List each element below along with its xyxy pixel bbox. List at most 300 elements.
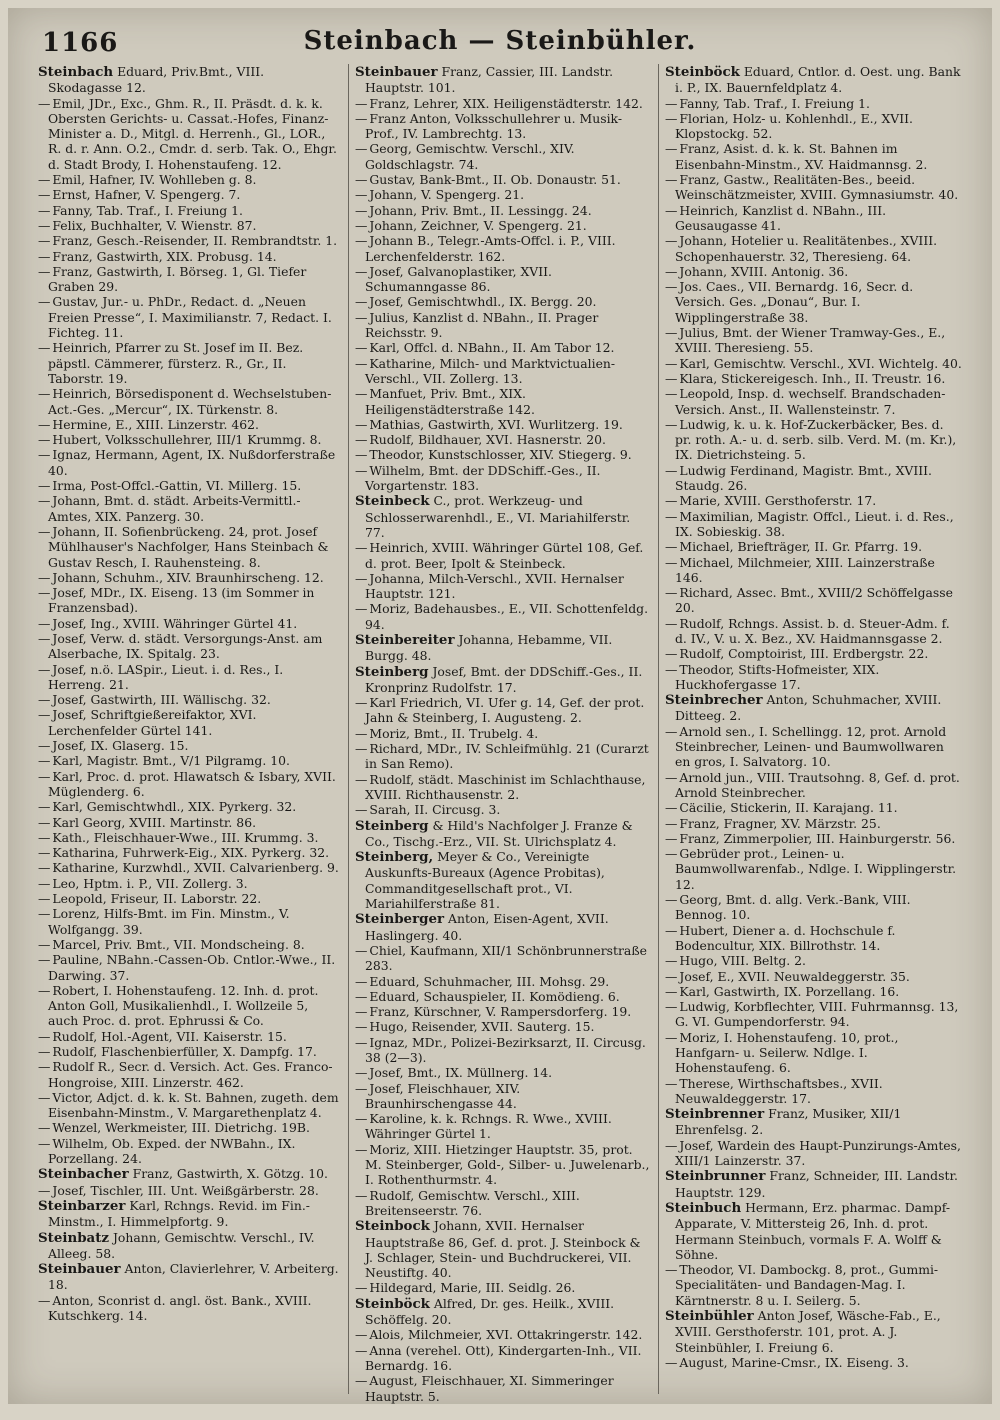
directory-entry: [665, 816, 962, 831]
entry-dash: —: [665, 585, 678, 601]
entry-text: Victor, Adjct. d. k. k. St. Bahnen, zugeth. dem Eisenbahn-Minstm., V. Margarethenplatz 4.: [48, 1089, 339, 1121]
directory-entry: [38, 662, 342, 693]
entry-dash: —: [665, 355, 678, 371]
entry-dash: —: [665, 846, 678, 862]
entry-dash: —: [38, 936, 51, 952]
entry-dash: —: [665, 554, 678, 570]
entry-text: Heinrich, Börsedisponent d. Wechselstuben-Act.-Ges. „Mercur“, IX. Türkenstr. 8.: [48, 386, 332, 417]
column-3: [658, 64, 968, 1394]
entry-dash: —: [355, 1280, 368, 1296]
entry-text: Chiel, Kaufmann, XII/1 Schönbrunnerstraße 283.: [365, 942, 647, 974]
directory-entry: [355, 447, 652, 462]
entry-dash: —: [38, 493, 51, 509]
entry-dash: —: [38, 416, 51, 432]
directory-entry: [38, 478, 342, 493]
entry-dash: —: [665, 539, 678, 555]
directory-entry: [38, 187, 342, 202]
entry-text: Marcel, Priv. Bmt., VII. Mondscheing. 8.: [52, 936, 305, 952]
directory-entry: [355, 974, 652, 989]
entry-text: Rudolf, Rchngs. Assist. b. d. Steuer-Adm. f. d. IV., V. u. X. Bez., XV. Haidmannsgasse 2.: [675, 615, 950, 646]
entry-surname: Steinberg: [355, 817, 429, 834]
directory-entry: [665, 371, 962, 386]
entry-text: Rudolf R., Secr. d. Versich. Act. Ges. Franco-Hongroise, XIII. Linzerstr. 462.: [48, 1059, 333, 1090]
entry-text: Franz, Gastwirth, XIX. Probusg. 14.: [52, 248, 277, 264]
directory-entry: [665, 1200, 962, 1262]
directory-entry: [665, 953, 962, 968]
directory-entry: [38, 937, 342, 952]
entry-dash: —: [38, 233, 51, 249]
entry-dash: —: [355, 462, 368, 478]
directory-entry: [38, 631, 342, 662]
entry-text: Julius, Kanzlist d. NBahn., II. Prager Reichsstr. 9.: [365, 309, 599, 341]
directory-entry: [38, 1166, 342, 1182]
directory-entry: [38, 1059, 342, 1090]
entry-dash: —: [665, 263, 678, 279]
entry-dash: —: [38, 1028, 51, 1044]
entry-dash: —: [355, 187, 368, 203]
directory-entry: [355, 1296, 652, 1328]
directory-entry: [355, 187, 652, 202]
entry-dash: —: [665, 279, 678, 295]
entry-text: Josef, MDr., IX. Eiseng. 13 (im Sommer in Franzensbad).: [48, 585, 315, 616]
entry-dash: —: [355, 294, 368, 310]
entry-dash: —: [355, 942, 368, 958]
directory-entry: [38, 906, 342, 937]
directory-entry: [665, 96, 962, 111]
entry-text: Anton, Schuhmacher, XVIII. Ditteeg. 2.: [675, 692, 942, 724]
entry-dash: —: [665, 922, 678, 938]
entry-dash: —: [38, 248, 51, 264]
directory-entry: [665, 64, 962, 96]
directory-entry: [665, 662, 962, 693]
entry-text: Rudolf, Hol.-Agent, VII. Kaiserstr. 15.: [52, 1028, 287, 1044]
directory-entry: [355, 1004, 652, 1019]
entry-dash: —: [355, 202, 368, 218]
directory-entry: [355, 1019, 652, 1034]
directory-entry: [38, 386, 342, 417]
entry-text: Hugo, Reisender, XVII. Sauterg. 15.: [369, 1019, 595, 1035]
entry-text: Moriz, XIII. Hietzinger Hauptstr. 35, prot. M. Steinberger, Gold-, Silber- u. Juwelenarb., I. Rothenthurmstr. 4.: [365, 1141, 650, 1188]
entry-text: Lorenz, Hilfs-Bmt. im Fin. Minstm., V. Wolfgangg. 39.: [48, 906, 290, 937]
entry-text: Johann, XVII. Hernalser Hauptstraße 86, Gef. d. prot. J. Steinbock & J. Schlager, Stein- und Buchdruckerei, VII. Neustiftg. 40.: [365, 1218, 641, 1281]
entry-surname: Steinberg,: [355, 849, 434, 866]
directory-entry: [38, 447, 342, 478]
directory-entry: [38, 707, 342, 738]
entry-text: Hildegard, Marie, III. Seidlg. 26.: [369, 1280, 576, 1296]
entry-dash: —: [38, 172, 51, 188]
entry-surname: Steinbach: [38, 64, 114, 80]
entry-text: Anna (verehel. Ott), Kindergarten-Inh., VII. Bernardg. 16.: [365, 1342, 642, 1373]
entry-text: Franz, Cassier, III. Landstr. Hauptstr. 101.: [365, 64, 614, 96]
entry-text: Meyer & Co., Vereinigte Auskunfts-Bureaux (Agence Probitas), Commanditgesellschaft prot., VI. Mariahilferstraße 81.: [365, 849, 605, 912]
entry-surname: Steinbacher: [38, 1166, 129, 1183]
entry-dash: —: [38, 1089, 51, 1105]
entry-dash: —: [38, 447, 51, 463]
entry-text: Alfred, Dr. ges. Heilk., XVIII. Schöffelg. 20.: [365, 1295, 615, 1328]
entry-dash: —: [665, 141, 678, 157]
directory-entry: [355, 432, 652, 447]
directory-entry: [665, 770, 962, 801]
entry-text: Johanna, Hebamme, VII. Burgg. 48.: [365, 631, 613, 664]
entry-dash: —: [355, 1327, 368, 1343]
column-2: [348, 64, 658, 1404]
entry-dash: —: [38, 263, 51, 279]
directory-entry: [665, 463, 962, 494]
entry-dash: —: [355, 447, 368, 463]
directory-entry: [665, 846, 962, 892]
entry-text: Josef, Fleischhauer, XIV. Braunhirschengasse 44.: [365, 1080, 521, 1111]
directory-entry: [665, 141, 962, 172]
entry-dash: —: [355, 1019, 368, 1035]
directory-entry: [38, 692, 342, 707]
entry-dash: —: [665, 1137, 678, 1153]
entry-text: Karl Friedrich, VI. Ufer g. 14, Gef. der prot. Jahn & Steinberg, I. Augusteng. 2.: [365, 695, 645, 726]
entry-dash: —: [355, 1187, 368, 1203]
entry-text: Franz, Gastw., Realitäten-Bes., beeid. Weinschätzmeister, XVIII. Gymnasiumstr. 40.: [675, 172, 959, 203]
entry-text: Mathias, Gastwirth, XVI. Wurlitzerg. 19.: [369, 416, 623, 432]
entry-text: Karoline, k. k. Rchngs. R. Wwe., XVIII. Währinger Gürtel 1.: [365, 1111, 612, 1142]
page-title: Steinbach — Steinbühler.: [303, 26, 697, 56]
entry-dash: —: [665, 830, 678, 846]
entry-text: Franz, Musiker, XII/1 Ehrenfelsg. 2.: [675, 1106, 902, 1138]
entry-dash: —: [355, 340, 368, 356]
directory-entry: [665, 493, 962, 508]
entry-dash: —: [38, 814, 51, 830]
entry-text: Rudolf, städt. Maschinist im Schlachthause, XVIII. Richthausenstr. 2.: [365, 771, 646, 802]
entry-dash: —: [38, 906, 51, 922]
entry-dash: —: [355, 309, 368, 325]
directory-entry: [38, 1029, 342, 1044]
entry-text: Josef, Tischler, III. Unt. Weißgärberstr. 28.: [52, 1182, 319, 1198]
directory-entry: [38, 233, 342, 248]
entry-text: Alois, Milchmeier, XVI. Ottakringerstr. 142.: [369, 1327, 643, 1343]
entry-text: Franz, Asist. d. k. k. St. Bahnen im Eisenbahn-Minstm., XV. Haidmannsg. 2.: [675, 141, 928, 172]
entry-text: Rudolf, Flaschenbierfüller, X. Dampfg. 17.: [52, 1044, 317, 1059]
entry-text: Klara, Stickereigesch. Inh., II. Treustr. 16.: [679, 370, 946, 386]
entry-dash: —: [38, 1182, 51, 1198]
entry-dash: —: [355, 233, 368, 249]
entry-text: Georg, Gemischtw. Verschl., XIV. Goldschlagstr. 74.: [365, 141, 575, 172]
entry-surname: Steinbauer: [38, 1261, 121, 1278]
entry-text: Richard, MDr., IV. Schleifmühlg. 21 (Curarzt in San Remo).: [365, 741, 649, 772]
entry-text: Karl, Offcl. d. NBahn., II. Am Tabor 12.: [369, 340, 615, 356]
entry-surname: Steinbereiter: [355, 631, 455, 648]
entry-text: Maximilian, Magistr. Offcl., Lieut. i. d. Res., IX. Sobieskig. 38.: [675, 508, 954, 539]
entry-dash: —: [38, 294, 51, 310]
entry-dash: —: [665, 953, 678, 969]
directory-entry: [38, 64, 342, 96]
entry-dash: —: [38, 1059, 51, 1075]
entry-dash: —: [355, 988, 368, 1004]
entry-dash: —: [38, 707, 51, 723]
entry-dash: —: [355, 802, 368, 818]
entry-text: Michael, Briefträger, II. Gr. Pfarrg. 19.: [679, 539, 923, 555]
directory-entry: [38, 585, 342, 616]
entry-dash: —: [665, 493, 678, 509]
entry-dash: —: [38, 569, 51, 585]
directory-entry: [665, 539, 962, 554]
directory-entry: [38, 860, 342, 875]
entry-dash: —: [665, 370, 678, 386]
entry-dash: —: [355, 1141, 368, 1157]
directory-entry: [355, 772, 652, 803]
entry-text: Pauline, NBahn.-Cassen-Ob. Cntlor.-Wwe., II. Darwing. 37.: [48, 952, 336, 983]
entry-text: Johann, Zeichner, V. Spengerg. 21.: [369, 217, 587, 233]
directory-entry: [38, 815, 342, 830]
directory-entry: [38, 1136, 342, 1167]
entry-text: Johann, XVIII. Antonig. 36.: [679, 263, 849, 279]
entry-text: Moriz, Bmt., II. Trubelg. 4.: [369, 725, 539, 741]
entry-text: Josef, Bmt., IX. Müllnerg. 14.: [369, 1065, 553, 1081]
directory-entry: [38, 340, 342, 386]
entry-text: Anton, Eisen-Agent, XVII. Haslingerg. 40.: [365, 911, 609, 943]
entry-dash: —: [355, 1342, 368, 1358]
entry-text: Karl, Magistr. Bmt., V/1 Pilgramg. 10.: [52, 753, 290, 769]
entry-text: Karl, Gemischtwhdl., XIX. Pyrkerg. 32.: [52, 799, 297, 815]
entry-text: Anton Josef, Wäsche-Fab., E., XVIII. Gersthoferstr. 101, prot. A. J. Steinbühler, I. Freiung 6.: [675, 1308, 941, 1355]
entry-dash: —: [38, 1044, 51, 1059]
directory-entry: [665, 1030, 962, 1076]
entry-text: Robert, I. Hohenstaufeng. 12. Inh. d. prot. Anton Goll, Musikalienhdl., I. Wollzeile 5, auch Proc. d. prot. Ephrussi & Co.: [48, 982, 319, 1029]
entry-dash: —: [38, 217, 51, 233]
directory-entry: [665, 1106, 962, 1138]
entry-text: Josef, n.ö. LASpir., Lieut. i. d. Res., I. Herreng. 21.: [48, 661, 284, 692]
entry-surname: Steinböck: [355, 1295, 430, 1312]
entry-text: Franz, Gesch.-Reisender, II. Rembrandtstr. 1.: [52, 233, 338, 249]
entry-text: Ignaz, Hermann, Agent, IX. Nußdorferstraße 40.: [48, 447, 336, 478]
entry-dash: —: [355, 141, 368, 157]
entry-text: Karl, Rchngs. Revid. im Fin.-Minstm., I. Himmelpfortg. 9.: [48, 1197, 310, 1230]
entry-dash: —: [355, 771, 368, 787]
entry-dash: —: [355, 725, 368, 741]
entry-text: Ludwig Ferdinand, Magistr. Bmt., XVIII. Staudg. 26.: [675, 462, 932, 494]
directory-entry: [355, 141, 652, 172]
directory-entry: [665, 509, 962, 540]
directory-entry: [355, 1081, 652, 1112]
entry-text: Emil, Hafner, IV. Wohlleben g. 8.: [52, 172, 257, 188]
entry-text: Katharina, Fuhrwerk-Eig., XIX. Pyrkerg. 32.: [52, 845, 330, 861]
entry-dash: —: [38, 753, 51, 769]
directory-entry: [355, 989, 652, 1004]
directory-entry: [38, 1120, 342, 1135]
directory-entry: [355, 218, 652, 233]
entry-dash: —: [665, 1029, 678, 1045]
entry-text: Josef, Wardein des Haupt-Punzirungs-Amtes, XIII/1 Lainzerstr. 37.: [675, 1137, 961, 1169]
entry-dash: —: [38, 799, 51, 815]
entry-surname: Steinbuch: [665, 1199, 742, 1216]
directory-entry: [665, 264, 962, 279]
entry-text: Karl, Gastwirth, IX. Porzellang. 16.: [679, 983, 900, 999]
directory-entry: [38, 983, 342, 1029]
entry-dash: —: [665, 615, 678, 631]
entry-dash: —: [665, 462, 678, 478]
entry-text: Josef, Gemischtwhdl., IX. Bergg. 20.: [369, 294, 597, 310]
directory-entry: [665, 724, 962, 770]
entry-dash: —: [38, 523, 51, 539]
entry-text: Therese, Wirthschaftsbes., XVII. Neuwaldeggerstr. 17.: [675, 1075, 883, 1106]
entry-text: Johann, Priv. Bmt., II. Lessingg. 24.: [369, 202, 592, 218]
entry-text: Franz Anton, Volksschullehrer u. Musik-Prof., IV. Lambrechtg. 13.: [365, 110, 623, 142]
directory-entry: [665, 585, 962, 616]
entry-dash: —: [665, 983, 678, 999]
entry-text: Ignaz, MDr., Polizei-Bezirksarzt, II. Circusg. 38 (2—3).: [365, 1034, 646, 1065]
directory-entry: [665, 1262, 962, 1308]
entry-text: Josef, Gastwirth, III. Wällischg. 32.: [52, 692, 271, 708]
entry-text: Eduard, Priv.Bmt., VIII. Skodagasse 12.: [48, 64, 265, 96]
entry-dash: —: [355, 540, 368, 556]
entry-text: Ernst, Hafner, V. Spengerg. 7.: [52, 187, 241, 203]
entry-text: Ludwig, Korbflechter, VIII. Fuhrmannsg. 13, G. VI. Gumpendorferstr. 94.: [675, 999, 959, 1030]
directory-entry: [355, 310, 652, 341]
entry-dash: —: [38, 187, 51, 203]
directory-entry: [355, 540, 652, 571]
directory-entry: [665, 969, 962, 984]
entry-text: Karl Georg, XVIII. Martinstr. 86.: [52, 814, 257, 830]
entry-text: Wilhelm, Ob. Exped. der NWBahn., IX. Porzellang. 24.: [48, 1135, 296, 1167]
entry-text: Franz, Zimmerpolier, III. Hainburgerstr. 56.: [679, 830, 956, 846]
entry-surname: Steinberg: [355, 663, 429, 680]
entry-dash: —: [665, 110, 678, 126]
entry-text: Wilhelm, Bmt. der DDSchiff.-Ges., II. Vorgartenstr. 183.: [365, 462, 601, 494]
entry-surname: Steinbrunner: [665, 1168, 766, 1185]
entry-text: Franz, Kürschner, V. Rampersdorferg. 19.: [369, 1004, 632, 1020]
entry-text: Felix, Buchhalter, V. Wienstr. 87.: [52, 217, 257, 233]
entry-dash: —: [355, 263, 368, 279]
entry-dash: —: [38, 829, 51, 845]
directory-entry: [355, 1343, 652, 1374]
entry-text: Heinrich, XVIII. Währinger Gürtel 108, Gef. d. prot. Beer, Ipolt & Steinbeck.: [365, 540, 644, 571]
entry-dash: —: [38, 1135, 51, 1151]
entry-surname: Steinbauer: [355, 64, 438, 80]
directory-entry: [38, 1198, 342, 1230]
directory-entry: [355, 1218, 652, 1280]
entry-surname: Steinbeck: [355, 493, 430, 510]
column-1: [38, 64, 348, 1394]
entry-surname: Steinbatz: [38, 1229, 110, 1246]
entry-text: Marie, XVIII. Gersthoferstr. 17.: [679, 493, 877, 509]
entry-text: Theodor, Stifts-Hofmeister, XIX. Huckhofergasse 17.: [675, 661, 880, 692]
directory-entry: [355, 601, 652, 632]
entry-surname: Steinbrecher: [665, 692, 763, 709]
entry-dash: —: [38, 585, 51, 601]
page-header: [8, 22, 992, 62]
entry-text: Josef, Galvanoplastiker, XVII. Schumanngasse 86.: [365, 263, 552, 295]
directory-entry: [355, 111, 652, 142]
entry-dash: —: [38, 202, 51, 218]
directory-entry: [665, 279, 962, 325]
entry-dash: —: [38, 860, 51, 876]
directory-entry: [355, 818, 652, 850]
directory-entry: [665, 1076, 962, 1107]
directory-entry: [355, 172, 652, 187]
entry-dash: —: [355, 601, 368, 617]
entry-text: Franz, Schneider, III. Landstr. Hauptstr. 129.: [675, 1168, 958, 1200]
entry-text: Hermine, E., XIII. Linzerstr. 462.: [52, 416, 259, 432]
entry-text: Hubert, Diener a. d. Hochschule f. Bodencultur, XIX. Billrothstr. 14.: [675, 922, 896, 953]
entry-text: Cäcilie, Stickerin, II. Karajang. 11.: [679, 800, 898, 816]
page-number: 1166: [42, 28, 119, 58]
entry-text: Moriz, Badehausbes., E., VII. Schottenfeldg. 94.: [365, 601, 649, 632]
entry-text: Johann, Bmt. d. städt. Arbeits-Vermittl.-Amtes, XIX. Panzerg. 30.: [48, 493, 301, 524]
entry-text: Eduard, Schuhmacher, III. Mohsg. 29.: [369, 973, 610, 989]
directory-entry: [38, 891, 342, 906]
entry-dash: —: [665, 325, 678, 341]
directory-entry: [355, 911, 652, 943]
entry-text: Josef, Bmt. der DDSchiff.-Ges., II. Kronprinz Rudolfstr. 17.: [365, 663, 643, 695]
directory-entry: [665, 1168, 962, 1200]
directory-entry: [355, 1280, 652, 1295]
directory-entry: [355, 632, 652, 664]
directory-entry: [38, 1261, 342, 1293]
directory-entry: [38, 1293, 342, 1324]
directory-entry: [38, 249, 342, 264]
entry-dash: —: [38, 661, 51, 677]
directory-entry: [355, 1111, 652, 1142]
entry-dash: —: [38, 95, 51, 111]
entry-text: August, Marine-Cmsr., IX. Eiseng. 3.: [679, 1354, 909, 1370]
entry-dash: —: [38, 1120, 51, 1136]
entry-text: Jos. Caes., VII. Bernardg. 16, Secr. d. Versich. Ges. „Donau“, Bur. I. Wipplingerstraße 38.: [675, 279, 914, 325]
entry-dash: —: [355, 386, 368, 402]
entry-surname: Steinbühler: [665, 1308, 754, 1325]
entry-dash: —: [38, 692, 51, 708]
directory-entry: [355, 386, 652, 417]
directory-entry: [665, 800, 962, 815]
entry-dash: —: [665, 800, 678, 816]
directory-entry: [665, 356, 962, 371]
entry-text: Leopold, Friseur, II. Laborstr. 22.: [52, 891, 262, 907]
directory-entry: [665, 233, 962, 264]
directory-entry: [38, 1044, 342, 1059]
directory-entry: [355, 493, 652, 540]
directory-entry: [355, 203, 652, 218]
entry-dash: —: [355, 570, 368, 586]
entry-text: Josef, IX. Glaserg. 15.: [52, 738, 189, 754]
entry-text: Gustav, Jur.- u. PhDr., Redact. d. „Neuen Freien Presse“, I. Maximilianstr. 7, Redact. I. Fichteg. 11.: [48, 294, 332, 341]
directory-entry: [355, 741, 652, 772]
directory-entry: [38, 830, 342, 845]
directory-entry: [38, 172, 342, 187]
entry-dash: —: [665, 172, 678, 188]
directory-entry: [665, 203, 962, 234]
columns: [38, 64, 968, 1404]
entry-surname: Steinbock: [355, 1218, 430, 1235]
entry-text: Arnold sen., I. Schellingg. 12, prot. Arnold Steinbrecher, Leinen- und Baumwollwaren en gros, I. Salvatorg. 10.: [675, 723, 947, 770]
entry-text: Theodor, VI. Dambockg. 8, prot., Gummi-Specialitäten- und Bandagen-Mag. I. Kärntnerstr. 8 u. I. Seilerg. 5.: [675, 1262, 939, 1308]
entry-text: Emil, JDr., Exc., Ghm. R., II. Präsdt. d. k. k. Obersten Gerichts- u. Cassat.-Hofes, Finanz-Minister a. D., Mitgl. d. Herrenh., Gl., LOR., R. d. r. Ann. O.2., Cmdr. d. serb. Tak. O., Ehgr. d. Stadt Brody, I. Hohenstaufeng. 12.: [48, 95, 337, 172]
directory-entry: [38, 753, 342, 768]
directory-entry: [355, 695, 652, 726]
entry-text: Johann, Schuhm., XIV. Braunhirscheng. 12.: [52, 569, 324, 585]
entry-text: Florian, Holz- u. Kohlenhdl., E., XVII. Klopstockg. 52.: [675, 110, 913, 142]
entry-text: August, Fleischhauer, XI. Simmeringer Hauptstr. 5.: [365, 1373, 614, 1404]
directory-entry: [355, 356, 652, 387]
entry-text: Rudolf, Gemischtw. Verschl., XIII. Breitenseerstr. 76.: [365, 1187, 580, 1218]
directory-entry: [665, 555, 962, 586]
directory-entry: [355, 417, 652, 432]
entry-dash: —: [355, 432, 368, 448]
entry-dash: —: [665, 1354, 678, 1370]
directory-entry: [355, 664, 652, 696]
entry-text: Hubert, Volksschullehrer, III/1 Krummg. 8.: [52, 432, 322, 448]
entry-dash: —: [665, 661, 678, 677]
directory-entry: [665, 1355, 962, 1370]
directory-entry: [665, 417, 962, 463]
entry-dash: —: [355, 973, 368, 989]
entry-text: Josef, Ing., XVIII. Währinger Gürtel 41.: [52, 615, 298, 631]
entry-dash: —: [665, 386, 678, 402]
directory-entry: [665, 984, 962, 999]
